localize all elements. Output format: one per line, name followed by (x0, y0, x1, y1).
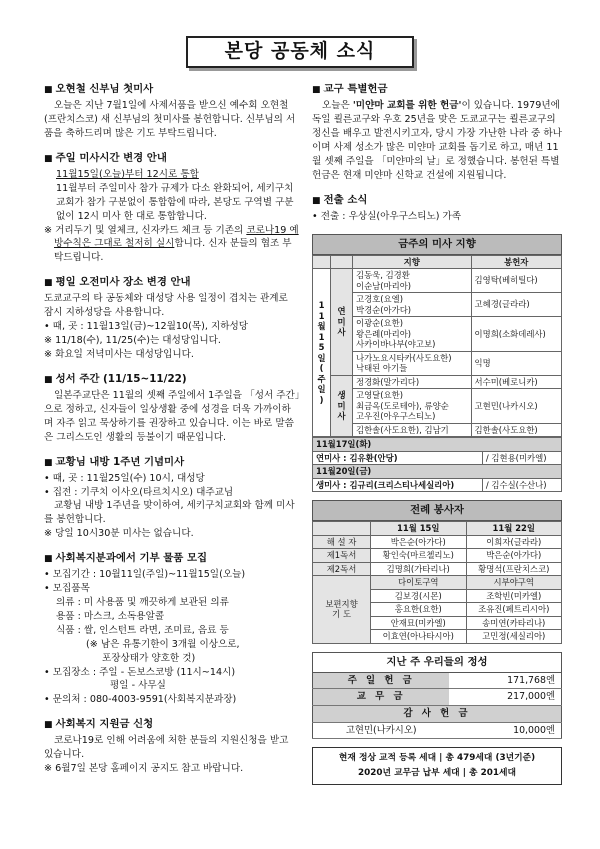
offering-label: 주 일 헌 금 (313, 673, 450, 689)
bullet-item: • 문의처 : 080-4003-9591(사회복지분과장) (44, 694, 237, 706)
offerer-cell: 서수미(베로니카) (471, 375, 561, 389)
mass-date: 11월17일(화) (313, 438, 562, 452)
donation-item: 용품 : 마스크, 소독용알콜 (56, 610, 165, 622)
section-body: 교황님 내방 1주년을 맞이하여, 세키구치교회와 함께 미사를 봉헌합니다. (44, 500, 295, 526)
page-title: 본당 공동체 소식 (186, 36, 414, 68)
section-first-mass (44, 82, 300, 141)
server-cell: 김명희(가타리나) (371, 562, 467, 576)
mass-time-highlight: 11월15일(오늘)부터 12시로 통합 (56, 168, 199, 180)
mass-type-label: 생 미 사 (331, 375, 353, 437)
intention-cell: 나가노요시타카(사도요한) 낙태된 아기들 (353, 351, 472, 375)
column-header: 11월 22일 (466, 522, 562, 536)
right-column (312, 82, 562, 785)
offerer-cell: 고혜경(글라라) (471, 293, 561, 317)
offering-amount: 217,000엔 (449, 689, 561, 706)
table-row (313, 673, 562, 689)
table-row (313, 269, 562, 293)
offering-amount: 171,768엔 (449, 673, 561, 689)
section-body: 오늘은 '미얀마 교회를 위한 헌금'이 있습니다. 1979년에 독일 쾰른교구와 우호 25년을 맞은 도쿄교구는 쾰른교구의 정신을 배우고 발전시키고자, 당시 가장 가난한 나라 중 하나이며 사제 성소가 많은 미얀마 교회를 돕기로 하고, 매년 11월 셋째 주일을 「미얀마의 날」로 정했습니다. 봉헌된 특별헌금은 현재 미얀마 신학교 건설에 지원됩니다. (312, 100, 562, 181)
donation-item: 의류 : 미 사용품 및 깨끗하게 보관된 의류 (56, 597, 229, 609)
server-cell: 고민정(세실리아) (466, 630, 562, 644)
bullet-item: • 때, 곳 : 11월13일(금)~12월10(목), 지하성당 (44, 321, 249, 333)
summary-line: 현재 정상 교적 등록 세대 | 총 479세대 (3년기준) (338, 753, 536, 764)
section-heading: ■ 오현철 신부님 첫미사 (44, 82, 300, 97)
offering-label: 감 사 헌 금 (313, 705, 562, 722)
left-column (44, 82, 300, 786)
offerer-cell: 익명 (471, 351, 561, 375)
bullet-item: • 모집장소 : 주일 - 돈보스코방 (11시~14시) (44, 666, 236, 678)
role-cell: 제1독서 (313, 549, 371, 563)
server-cell: 황명석(프란치스코) (466, 562, 562, 576)
server-cell: 황인숙(마르첼리노) (371, 549, 467, 563)
area-cell: 다이토구역 (371, 576, 467, 590)
bullet-item: ※ 화요일 저녁미사는 대성당입니다. (44, 348, 194, 360)
section-heading: ■ 전출 소식 (312, 193, 562, 208)
bullet-item: • 때, 곳 : 11월25일(수) 10시, 대성당 (44, 472, 205, 484)
section-body: 오늘은 지난 7월1일에 사제서품을 받으신 예수회 오현철(프란치스코) 새 신부님의 첫미사를 봉헌합니다. 신부님의 서품을 축하드리며 많은 기도 부탁드립니다. (44, 100, 296, 139)
intention-cell: 김한솔(사도요한), 김남기 (353, 423, 472, 437)
server-cell: 박은순(아가다) (466, 549, 562, 563)
summary-box (312, 747, 562, 785)
offerer-cell: 고현민(나카시오) (471, 389, 561, 424)
donation-note: (※ 남은 유통기한이 3개월 이상으로, (86, 638, 240, 650)
table-row (313, 535, 562, 549)
table-title: 전례 봉사자 (312, 500, 562, 521)
donation-item: 식품 : 쌀, 인스턴트 라면, 조미료, 음료 등 (56, 624, 229, 636)
mass-date: 11월20일(금) (313, 465, 562, 479)
server-cell: 박은순(아가다) (371, 535, 467, 549)
section-donation (44, 551, 300, 707)
section-body: 일본주교단은 11월의 셋째 주일에서 1주일을 「성서 주간」으로 정하고, 신자들이 일상생활 중에 성경을 더욱 가까이하며 자주 읽고 묵상하기를 권장하고 있습니다. 이는 바로 말씀은 그리스도인 생활의 등불이기 때문입니다. (44, 389, 300, 443)
table-row (313, 689, 562, 706)
server-cell: 안재묘(미카엘) (371, 616, 467, 630)
offerer-cell: 김영탁(베히틸다) (471, 269, 561, 293)
bullet-item: • 모집품목 (44, 583, 90, 595)
role-cell: 제2독서 (313, 562, 371, 576)
role-cell: 보편지향 기 도 (313, 576, 371, 644)
offering-table (312, 652, 562, 740)
section-body: 도쿄교구의 타 공동체와 대성당 사용 일정이 겹치는 관계로 잠시 지하성당을 사용합니다. (44, 293, 288, 319)
section-heading: ■ 교황님 내방 1주년 기념미사 (44, 455, 300, 470)
bullet-item: • 집전 : 기쿠치 이사오(타르치시오) 대주교님 (44, 486, 234, 498)
intention-cell: 김동욱, 김경환 이순남(마리아) (353, 269, 472, 293)
offering-amount: 10,000엔 (449, 722, 561, 739)
server-cell: 김보경(시몬) (371, 589, 467, 603)
section-body: 11월부터 주일미사 참가 규제가 다소 완화되어, 세키구치교회가 참가 구분없이 통합함에 따라, 본당도 구역별 구분없이 12시 미사 한 대로 통합합니다. (56, 182, 294, 222)
server-cell: 송미연(카타리나) (466, 616, 562, 630)
section-note: ※ 거리두기 및 열체크, 신자카드 체크 등 기존의 코로나19 예방수칙은 그대로 철저히 실시합니다. 신자 분들의 협조 부탁드립니다. (44, 224, 299, 264)
bullet-item: • 모집기간 : 10월11일(주일)~11월15일(오늘) (44, 569, 246, 581)
mass-entry: 생미사 : 김규리(크리스티나세실리아) (313, 478, 483, 492)
mass-entry: / 김현용(미카엘) (482, 451, 561, 465)
area-cell: 시부야구역 (466, 576, 562, 590)
bullet-item: 평일 - 사무실 (110, 680, 166, 692)
section-mass-time (44, 151, 300, 265)
offering-name: 고현민(나카시오) (313, 722, 450, 739)
bullet-item: ※ 당일 10시30분 미사는 없습니다. (44, 528, 194, 540)
section-support (44, 717, 300, 776)
server-cell: 이효연(아나타시아) (371, 630, 467, 644)
section-body: 코로나19로 인해 어려움에 처한 분들의 지원신청을 받고 있습니다. (44, 735, 289, 761)
table-row (313, 562, 562, 576)
offerer-cell: 김한솔(사도요한) (471, 423, 561, 437)
section-pope-mass (44, 455, 300, 542)
table-title: 지난 주 우리들의 정성 (312, 652, 562, 673)
column-header: 지향 (353, 255, 472, 269)
section-bible-week (44, 372, 300, 445)
section-transfer (312, 193, 562, 224)
intention-cell: 정경화(말가리다) (353, 375, 472, 389)
server-cell: 조유진(페트리시아) (466, 603, 562, 617)
table-row (313, 576, 562, 590)
mass-side-label: 1 1 월 1 5 일 ( 주 일 ) (313, 269, 331, 437)
bullet-item: ※ 11/18(수), 11/25(수)는 대성당입니다. (44, 335, 221, 347)
server-cell: 조학빈(미카엘) (466, 589, 562, 603)
section-heading: ■ 사회복지분과에서 기부 물품 모집 (44, 551, 300, 566)
offerer-cell: 이명희(소화데레사) (471, 317, 561, 352)
donation-note: 포장상태가 양호한 것) (102, 652, 196, 664)
servers-table (312, 500, 562, 644)
intention-cell: 고영달(요한) 최금옥(도로테아), 류양순 고우진(아우구스티노) (353, 389, 472, 424)
intention-cell: 고경호(요엘) 박경순(아가다) (353, 293, 472, 317)
section-heading: ■ 평일 오전미사 장소 변경 안내 (44, 275, 300, 290)
section-heading: ■ 교구 특별헌금 (312, 82, 562, 97)
bullet-item: ※ 6월7일 본당 홈페이지 공지도 참고 바랍니다. (44, 763, 244, 775)
server-cell: 홍요한(요한) (371, 603, 467, 617)
summary-line: 2020년 교무금 납부 세대 | 총 201세대 (358, 768, 516, 779)
offering-label: 교 무 금 (313, 689, 450, 706)
server-cell: 이희자(글라라) (466, 535, 562, 549)
mass-entry: / 김수실(수산나) (482, 478, 561, 492)
intention-cell: 이광순(요한) 왕은례(마리아) 사카이바나부(야고보) (353, 317, 472, 352)
mass-intention-table (312, 234, 562, 493)
section-heading: ■ 사회복지 지원금 신청 (44, 717, 300, 732)
mass-type-label: 연 미 사 (331, 269, 353, 376)
table-title: 금주의 미사 지향 (312, 234, 562, 255)
section-special-offering (312, 82, 562, 183)
table-row (313, 549, 562, 563)
section-heading: ■ 주일 미사시간 변경 안내 (44, 151, 300, 166)
column-header: 봉헌자 (471, 255, 561, 269)
role-cell: 해 설 자 (313, 535, 371, 549)
table-row (313, 375, 562, 389)
mass-entry: 연미사 : 김유환(안당) (313, 451, 483, 465)
column-header: 11월 15일 (371, 522, 467, 536)
section-heading: ■ 성서 주간 (11/15~11/22) (44, 372, 300, 387)
section-weekday-mass (44, 275, 300, 362)
bullet-item: • 전출 : 우상실(아우구스티노) 가족 (312, 210, 462, 222)
